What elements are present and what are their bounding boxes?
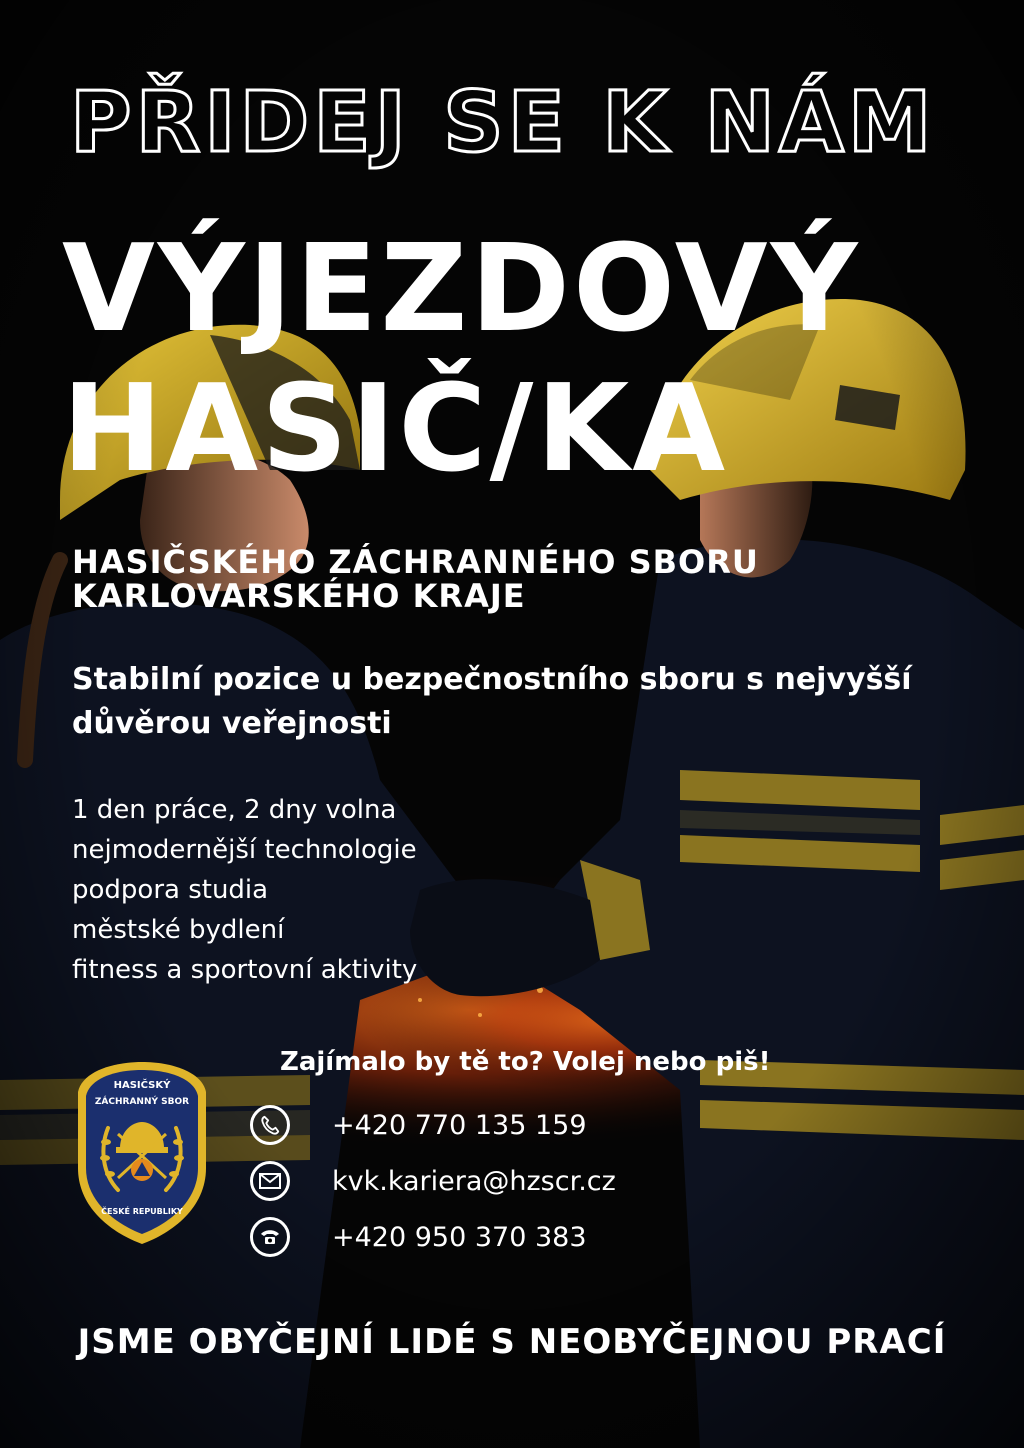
- benefit-item: městské bydlení: [72, 915, 285, 945]
- benefits-list: [72, 790, 672, 990]
- logo-text-bottom: ČESKÉ REPUBLIKY: [101, 1207, 183, 1216]
- slogan: JSME OBYČEJNÍ LIDÉ S NEOBYČEJNOU PRACÍ: [77, 1322, 947, 1362]
- headline-line-2: HASIČ/KA: [62, 360, 729, 499]
- headline-outline: PŘIDEJ SE K NÁM: [70, 73, 936, 171]
- contact-phone-landline[interactable]: +420 950 370 383: [332, 1221, 587, 1253]
- logo-text-top-1: HASIČSKÝ: [113, 1080, 171, 1091]
- organization-line-2: KARLOVARSKÉHO KRAJE: [72, 577, 526, 615]
- benefit-item: nejmodernější technologie: [72, 835, 417, 865]
- contact-row-landline[interactable]: [250, 1214, 810, 1260]
- tagline: Stabilní pozice u bezpečnostního sboru s nejvyšší důvěrou veřejnosti: [72, 662, 912, 741]
- benefit-item: podpora studia: [72, 875, 269, 905]
- contact-email[interactable]: kvk.kariera@hzscr.cz: [332, 1165, 616, 1197]
- headline-line-1: VÝJEZDOVÝ: [62, 220, 861, 359]
- organization-name: [72, 545, 952, 613]
- benefit-item: fitness a sportovní aktivity: [72, 955, 418, 985]
- benefit-item: 1 den práce, 2 dny volna: [72, 795, 397, 825]
- logo-text-top-2: ZÁCHRANNÝ SBOR: [94, 1097, 190, 1107]
- contact-title: Zajímalo by tě to? Volej nebo piš!: [280, 1047, 771, 1077]
- telephone-icon: [250, 1217, 290, 1257]
- contact-row-mobile[interactable]: [250, 1102, 810, 1148]
- headline-main: [62, 220, 962, 500]
- contact-phone-mobile[interactable]: +420 770 135 159: [332, 1109, 587, 1141]
- envelope-icon: [250, 1161, 290, 1201]
- hzs-logo: [72, 1058, 212, 1248]
- organization-line-1: HASIČSKÉHO ZÁCHRANNÉHO SBORU: [72, 543, 759, 581]
- mobile-phone-icon: [250, 1105, 290, 1145]
- contact-row-email[interactable]: [250, 1158, 810, 1204]
